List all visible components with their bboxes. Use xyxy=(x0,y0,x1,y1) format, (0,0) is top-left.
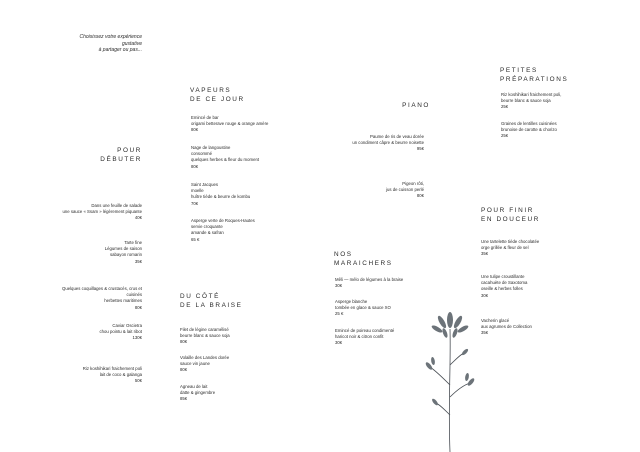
menu-item xyxy=(300,181,424,200)
menu-item xyxy=(180,384,215,403)
dish-name: Emincé de poireau condimenté xyxy=(335,328,395,333)
dish-name: Riz koshihikari fraichement poli, xyxy=(501,92,562,97)
dish-price: 35€ xyxy=(134,258,142,264)
dish-desc: chou pointu & lait ribot xyxy=(99,329,142,335)
dish-desc: jus de cuisson perlé xyxy=(386,187,424,193)
dish-desc: sabayon romarin xyxy=(109,252,142,258)
dish-name: Graines de lentilles cuisinées xyxy=(501,121,557,126)
dish-price: 35€ xyxy=(481,251,489,257)
dish-desc: herbettes maritimes xyxy=(104,298,142,304)
dish-price: 130€ xyxy=(132,335,142,341)
dish-name: Mêli — mélo de légumes à la braise xyxy=(335,277,404,282)
dish-desc: amande & safran xyxy=(191,230,224,236)
dish-price: 40€ xyxy=(134,215,142,221)
dish-price: 80€ xyxy=(416,193,424,199)
dish-desc: beurre blanc & sauce soja xyxy=(501,98,551,104)
dish-desc: oseille & herbes folles xyxy=(481,286,523,292)
dish-desc: cacahuète de Saxotoma xyxy=(481,280,528,286)
dish-name: Riz koshihikari fraichement poli xyxy=(82,366,142,371)
dish-price: 25 € xyxy=(335,311,344,317)
dish-desc: une sauce « Ssam » légèrement piquante xyxy=(62,209,142,215)
menu-item xyxy=(300,134,424,153)
dish-price: 25€ xyxy=(501,133,509,139)
dish-desc: huître tiède & beurre de kombu xyxy=(191,194,251,200)
dish-price: 80€ xyxy=(180,339,188,345)
dish-name: Saint Jacques xyxy=(191,182,218,187)
dish-price: 80€ xyxy=(191,127,199,133)
dish-name: Volaille des Landes dorée xyxy=(180,355,230,360)
dish-price: 80€ xyxy=(191,163,199,169)
menu-item xyxy=(481,274,527,299)
dish-desc: origami betterave rouge & orange amère xyxy=(191,121,269,127)
dish-price: 85€ xyxy=(180,396,188,402)
dish-desc: un condiment câpre & beurre noisette xyxy=(352,140,424,146)
dish-name: Quelques coquillages & crustacés, crus et xyxy=(61,286,142,291)
dish-desc: datte & gingembre xyxy=(180,390,216,396)
dish-desc: Légumes de saison xyxy=(104,246,142,252)
dish-name: Une tulipe croustillante xyxy=(481,274,525,279)
intro-line: à partager ou pas... xyxy=(98,47,142,54)
dish-desc: sauce vin jaune xyxy=(180,361,210,367)
dish-desc: consommé xyxy=(191,151,213,157)
menu-item xyxy=(481,239,539,258)
menu-item xyxy=(191,182,250,207)
dish-desc: cuisinés xyxy=(126,292,142,298)
dried-flower-illustration-icon xyxy=(420,305,480,452)
dish-desc: lait de coco & galanga xyxy=(99,372,142,378)
dish-desc: quelques herbes & fleur du moment xyxy=(191,157,260,163)
menu-item xyxy=(12,240,142,265)
dish-name: Filet de lègine caramélisé xyxy=(180,327,229,332)
section-title-piano: PIANO xyxy=(402,102,430,109)
dish-name: Agneau de lait xyxy=(180,384,208,389)
dish-name: Paume de ris de veau dorée xyxy=(370,134,424,139)
dish-price: 70€ xyxy=(191,200,199,206)
dish-desc: haricot noir & citron confit xyxy=(335,334,384,340)
section-title-braise: DU CÔTÉ DE LA BRAISE xyxy=(180,293,243,310)
dish-name: Tarte fine xyxy=(124,240,142,245)
menu-item xyxy=(12,286,142,311)
dish-name: Caviar Oscietra xyxy=(112,323,142,328)
dish-price: 25€ xyxy=(501,104,509,110)
menu-intro xyxy=(52,34,142,54)
section-title-petites-preparations: PETITES PRÉPARATIONS xyxy=(500,67,569,84)
menu-item xyxy=(501,121,557,140)
menu-item xyxy=(191,145,259,170)
menu-item xyxy=(191,218,255,243)
dish-name: Emincé de bar xyxy=(191,115,219,120)
dish-desc: brunoise de carotte & chorizo xyxy=(501,127,557,133)
dish-price: 30€ xyxy=(335,283,343,289)
dish-name: Une tartelette tiède chocolatée xyxy=(481,239,540,244)
menu-item xyxy=(12,366,142,385)
dish-desc: orge grillée & fleur de sel xyxy=(481,245,529,251)
menu-item xyxy=(501,92,561,111)
dish-desc: servie croquante xyxy=(191,224,223,230)
dish-name: Pigeon rôti, xyxy=(402,181,424,186)
menu-item xyxy=(180,355,229,374)
menu-item xyxy=(335,299,391,318)
section-title-pour-debuter: POUR DÉBUTER xyxy=(100,147,142,164)
menu-item xyxy=(180,327,230,346)
section-title-vapeurs: VAPEURS DE CE JOUR xyxy=(190,87,245,104)
dish-name: Nage de langoustine xyxy=(191,145,231,150)
section-title-maraichers: NOS MARAICHERS xyxy=(334,251,393,268)
dish-price: 80€ xyxy=(134,304,142,310)
menu-item xyxy=(335,277,403,289)
dish-name: Dans une feuille de salade xyxy=(91,203,142,208)
dish-price: 30€ xyxy=(335,340,343,346)
dish-desc: moelle xyxy=(191,188,204,194)
dish-name: Asperge verte de Roques-Hautes xyxy=(191,218,255,223)
section-title-douceur: POUR FINIR EN DOUCEUR xyxy=(481,207,540,224)
dish-price: 35€ xyxy=(481,330,489,336)
menu-item xyxy=(12,203,142,222)
menu-item xyxy=(481,318,532,337)
dish-price: 65 € xyxy=(191,236,200,242)
dish-desc: aux agrumes de Collection xyxy=(481,324,532,330)
dish-name: Asperge blanche xyxy=(335,299,368,304)
dish-price: 80€ xyxy=(180,367,188,373)
intro-line: gustative xyxy=(121,40,142,47)
dish-price: 50€ xyxy=(134,378,142,384)
menu-item xyxy=(191,115,268,134)
menu-item xyxy=(335,328,394,347)
intro-line: Choisissez votre expérience xyxy=(79,34,142,40)
dish-desc: tombée en glace & sauce XO xyxy=(335,305,391,311)
dish-name: Vacherin glacé xyxy=(481,318,510,323)
menu-item xyxy=(12,323,142,342)
dish-desc: beurre blanc & sauce soja xyxy=(180,333,230,339)
dish-price: 30€ xyxy=(481,292,489,298)
dish-price: 95€ xyxy=(416,146,424,152)
